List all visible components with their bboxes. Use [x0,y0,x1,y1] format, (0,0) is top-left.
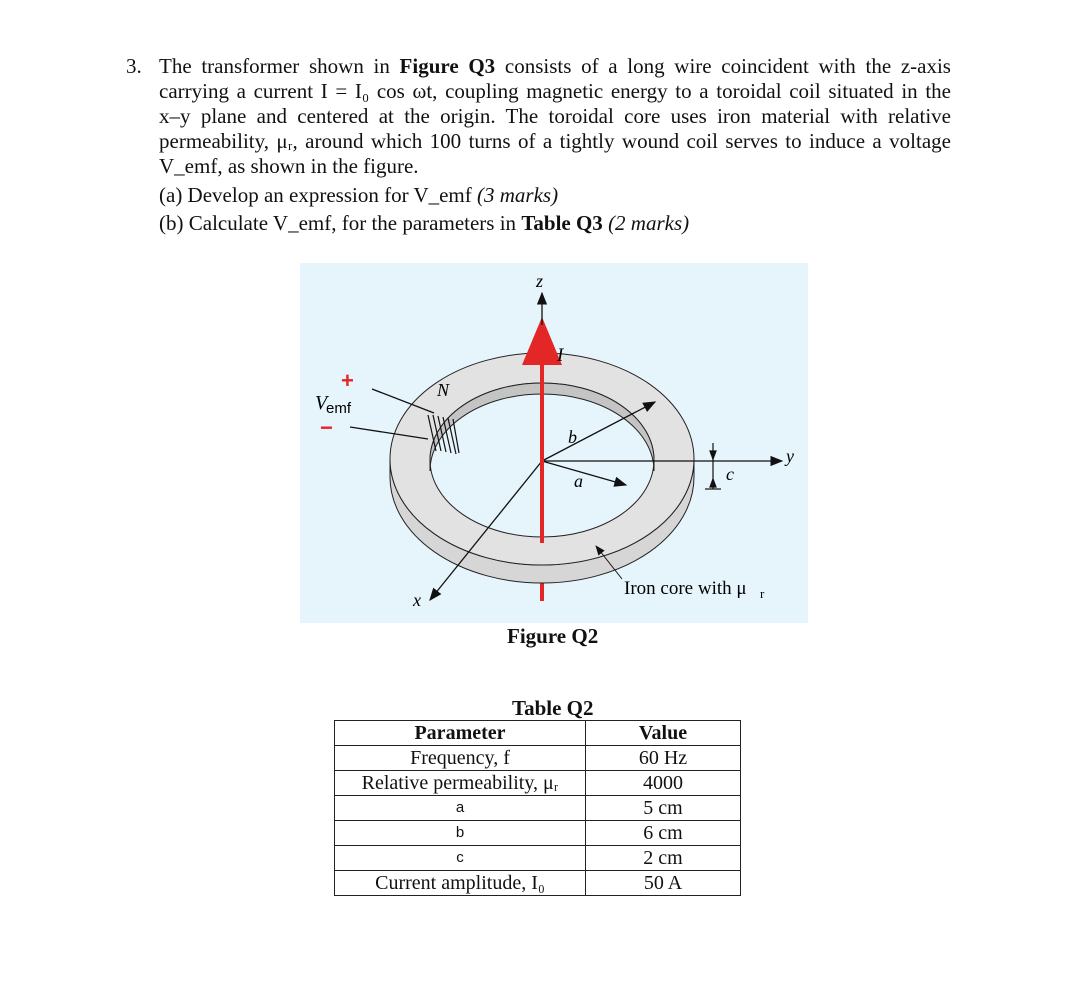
radius-a-arrow [542,461,626,485]
plus-sign: + [341,368,354,393]
header-parameter: Parameter [335,721,586,746]
table-row [335,796,741,821]
part-a-text: (a) Develop an expression for V_emf [159,183,472,207]
c-label: c [726,464,734,484]
question-line-5: V_emf, as shown in the figure. [159,154,419,178]
y-label: y [786,446,794,466]
value-cell: 6 cm [586,821,741,846]
part-a [159,183,558,208]
question-line-1-pre: The transformer shown in [159,54,400,78]
question-line-4: permeability, μᵣ, around which 100 turns of a tightly wound coil serves to induce a voltage [159,129,951,153]
part-b [159,211,689,236]
dimension-c [705,443,721,489]
param-cell: Current amplitude, I₀ [335,871,586,896]
toroid-figure [300,263,808,623]
vemf-subscript: emf [326,400,352,417]
param-cell: Frequency, f [335,746,586,771]
value-cell: 50 A [586,871,741,896]
minus-sign: − [320,415,333,440]
header-value: Value [586,721,741,746]
a-label: a [574,471,583,491]
table-header-row [335,721,741,746]
current-label: I [557,345,564,366]
question-number: 3. [126,54,142,78]
table-row [335,846,741,871]
figure-caption: Figure Q2 [507,624,599,648]
param-cell: Relative permeability, μᵣ [335,771,586,796]
param-cell: c [335,846,586,871]
table-row [335,821,741,846]
value-cell: 5 cm [586,796,741,821]
core-label: Iron core with μ [624,578,747,599]
param-cell: a [335,796,586,821]
value-cell: 60 Hz [586,746,741,771]
vemf-label: V [315,392,328,414]
question-line-1-post: consists of a long wire coincident with the z-axis [495,54,951,78]
b-label: b [568,427,577,447]
part-b-text: (b) Calculate V_emf, for the parameters in [159,211,522,235]
x-label: x [413,590,421,610]
part-b-marks: (2 marks) [608,211,690,235]
z-label: z [536,271,544,291]
toroid-diagram [300,263,808,623]
param-cell: b [335,821,586,846]
question-line-3: x–y plane and centered at the origin. The toroidal core uses iron material with relative [159,104,951,128]
figure-ref: Figure Q3 [399,54,496,78]
value-cell: 4000 [586,771,741,796]
turns-label: N [437,380,450,400]
table-ref: Table Q3 [521,211,603,235]
part-a-marks: (3 marks) [477,183,559,207]
table-row [335,746,741,771]
table-row [335,871,741,896]
table-caption: Table Q2 [512,696,594,720]
question-line-2: carrying a current I = I₀ cos ωt, coupling magnetic energy to a toroidal coil situated in the [159,79,951,103]
parameter-table [334,720,741,896]
core-label-subscript: r [760,586,765,601]
question-line-1 [159,54,951,79]
value-cell: 2 cm [586,846,741,871]
table-row [335,771,741,796]
